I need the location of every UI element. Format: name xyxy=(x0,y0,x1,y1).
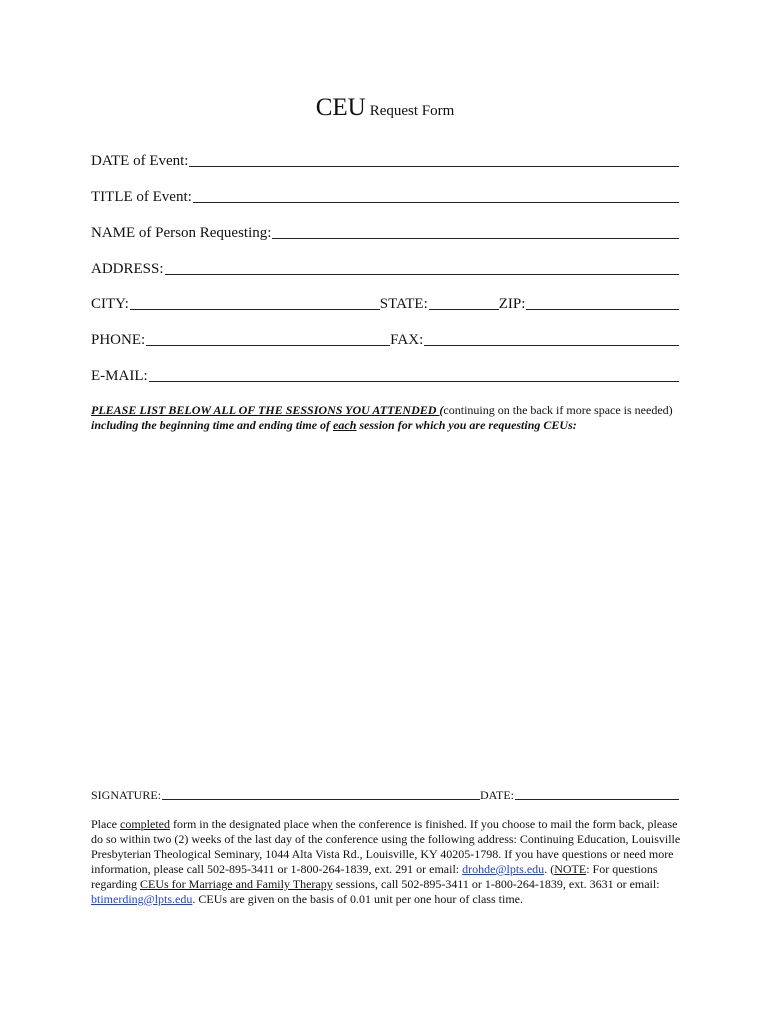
fax-label: FAX: xyxy=(390,332,424,348)
name-field[interactable] xyxy=(91,225,679,242)
signature-date-line[interactable] xyxy=(515,799,679,800)
name-label: NAME of Person Requesting: xyxy=(91,225,272,241)
footer-note: NOTE xyxy=(554,862,587,876)
phone-fax-row xyxy=(91,332,679,349)
title-of-event-label: TITLE of Event: xyxy=(91,189,192,205)
city-label: CITY: xyxy=(91,296,129,312)
instructions-ceus-note: session for which you are requesting CEUs: xyxy=(356,418,577,432)
title-of-event-field[interactable] xyxy=(91,189,679,206)
form-title-main: CEU xyxy=(315,94,366,121)
signature-label: SIGNATURE: xyxy=(91,788,162,802)
date-of-event-label: DATE of Event: xyxy=(91,153,189,169)
signature-date-label: DATE: xyxy=(480,788,515,802)
footer-text: sessions, call 502-895-3411 or 1-800-264-1839, ext. 3631 or email: xyxy=(332,877,660,891)
city-state-zip-row xyxy=(91,296,679,313)
address-label: ADDRESS: xyxy=(91,261,164,277)
footer-mft: CEUs for Marriage and Family Therapy xyxy=(139,877,333,891)
footer-text: . ( xyxy=(544,862,555,876)
zip-line[interactable] xyxy=(526,309,679,310)
footer-text: form in the designated place when the conference is finished. If you choose to mail the form back, please do so within two (2) weeks of the last day of the conference using the following address: Continuing Education, Louisville Presbyterian Theological Seminary, 1044 Alta Vista Rd., Louisville, KY 40205-1798. If you have questions or need more information, please call 502-895-3411 or 1-800-264-1839, ext. 291 or email: xyxy=(91,817,681,876)
email-line[interactable] xyxy=(149,381,679,382)
fax-line[interactable] xyxy=(424,345,679,346)
email-field[interactable] xyxy=(91,368,679,385)
instructions-heading: PLEASE LIST BELOW ALL OF THE SESSIONS YOU ATTENDED ( xyxy=(91,403,444,417)
state-label: STATE: xyxy=(379,296,428,312)
btimerding-email-link[interactable]: btimerding@lpts.edu xyxy=(91,892,193,906)
date-of-event-line[interactable] xyxy=(189,166,679,167)
address-field[interactable] xyxy=(91,261,679,278)
date-of-event-field[interactable] xyxy=(91,153,679,170)
instructions-each: each xyxy=(333,418,357,432)
phone-label: PHONE: xyxy=(91,332,146,348)
title-of-event-line[interactable] xyxy=(193,202,679,203)
drohde-email-link[interactable]: drohde@lpts.edu xyxy=(462,862,545,876)
form-title xyxy=(0,94,770,122)
signature-row xyxy=(91,788,679,803)
sessions-instructions xyxy=(91,403,681,433)
instructions-continue-note: continuing on the back if more space is needed) xyxy=(443,403,673,417)
state-line[interactable] xyxy=(429,309,499,310)
footer-text: : For questions regarding xyxy=(91,862,658,891)
zip-label: ZIP: xyxy=(498,296,526,312)
phone-line[interactable] xyxy=(146,345,390,346)
name-line[interactable] xyxy=(272,238,679,239)
signature-line[interactable] xyxy=(162,799,480,800)
footer-completed: completed xyxy=(120,817,170,831)
city-line[interactable] xyxy=(130,309,380,310)
email-label: E-MAIL: xyxy=(91,368,148,384)
footer-text: Place xyxy=(91,817,120,831)
form-title-sub: Request Form xyxy=(369,103,455,119)
footer-text: . CEUs are given on the basis of 0.01 unit per one hour of class time. xyxy=(192,892,523,906)
footer-instructions xyxy=(91,817,683,907)
address-line[interactable] xyxy=(165,274,679,275)
instructions-time-note: including the beginning time and ending time of xyxy=(91,418,334,432)
